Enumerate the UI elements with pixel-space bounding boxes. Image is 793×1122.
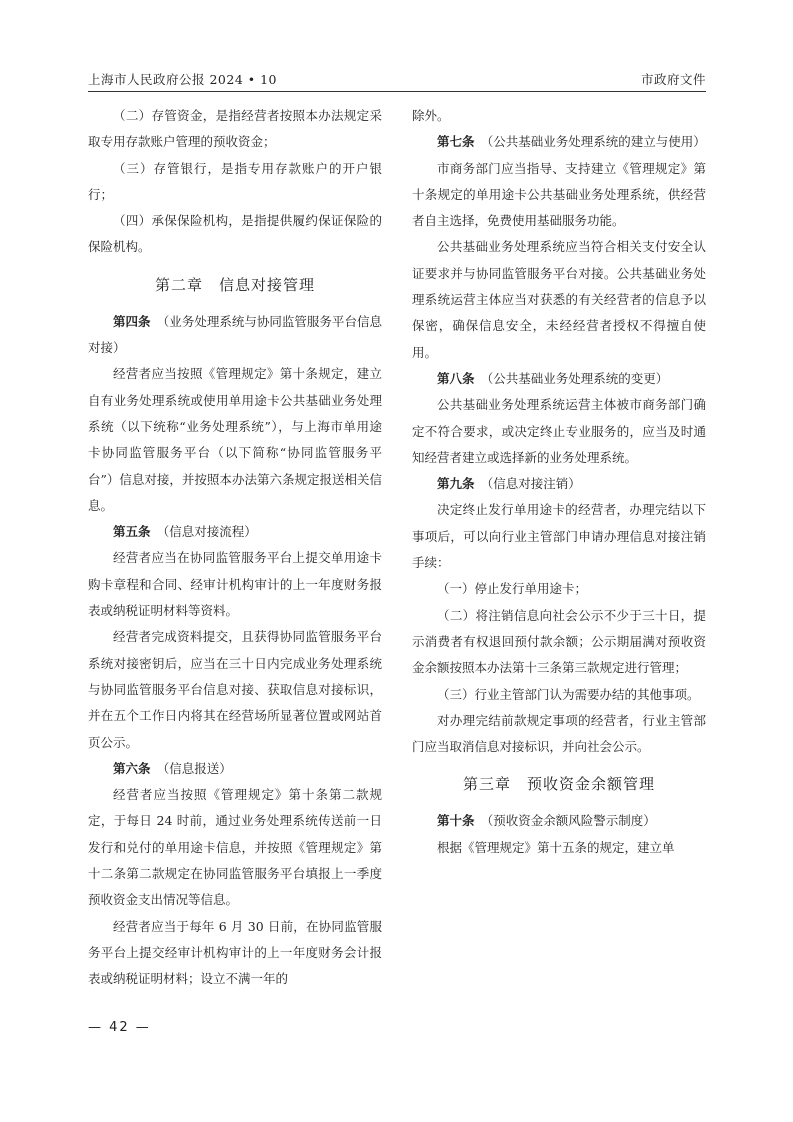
article-label: 第五条	[113, 524, 151, 540]
article-title: （信息报送）	[163, 760, 232, 776]
article-title: （业务处理系统与协同监管服务平台信息对接）	[88, 313, 382, 356]
paragraph: 经营者应当于每年 6 月 30 日前，在协同监管服务平台上提交经审计机构审计的上一年度财务会计报表或纳税证明材料；设立不满一年的	[88, 918, 382, 987]
article-title: （信息对接注销）	[487, 476, 581, 492]
paragraph: 对办理完结前款规定事项的经营者，行业主管部门应当取消信息对接标识，并向社会公示。	[412, 712, 706, 755]
page-number: — 42 —	[88, 1020, 151, 1035]
paragraph: 除外。	[412, 108, 450, 123]
article-title: （预收资金余额风险警示制度）	[487, 813, 656, 829]
right-column	[412, 103, 706, 861]
article-heading	[88, 309, 382, 362]
article-title: （公共基础业务处理系统的变更）	[487, 370, 669, 386]
article-heading	[412, 808, 706, 834]
paragraph: （一）停止发行单用途卡；	[437, 581, 588, 597]
article-label: 第八条	[437, 370, 475, 386]
paragraph: 经营者应当按照《管理规定》第十条规定，建立自有业务处理系统或使用单用途卡公共基础业务处理系统（以下统称“业务处理系统”），与上海市单用途卡协同监管服务平台（以下简称“协同监管服务平台”）信息对接，并按照本办法第六条规定报送相关信息。	[88, 366, 382, 513]
left-column	[88, 103, 382, 993]
paragraph: 市商务部门应当指导、支持建立《管理规定》第十条规定的单用途卡公共基础业务处理系统，供经营者自主选择，免费使用基础服务功能。	[412, 160, 706, 229]
article-heading	[412, 471, 706, 497]
article-heading	[88, 519, 382, 545]
paragraph: 经营者完成资料提交，且获得协同监管服务平台系统对接密钥后，应当在三十日内完成业务处理系统与协同监管服务平台信息对接、获取信息对接标识，并在五个工作日内将其在经营场所显著位置或网站首页公示。	[88, 629, 382, 750]
paragraph: 根据《管理规定》第十五条的规定，建立单	[437, 839, 675, 855]
article-heading	[412, 366, 706, 392]
article-label: 第九条	[437, 476, 475, 492]
article-title: （信息对接流程）	[163, 524, 257, 540]
chapter-heading: 第二章 信息对接管理	[154, 275, 315, 294]
article-label: 第十条	[437, 813, 475, 829]
publication-title: 上海市人民政府公报 2024 • 10	[88, 72, 278, 87]
article-heading	[88, 756, 382, 782]
paragraph: （四）承保保险机构，是指提供履约保证保险的保险机构。	[88, 213, 382, 255]
paragraph: 经营者应当在协同监管服务平台上提交单用途卡购卡章程和合同、经审计机构审计的上一年度财务报表或纳税证明材料等资料。	[88, 550, 382, 619]
paragraph: 决定终止发行单用途卡的经营者，办理完结以下事项后，可以向行业主管部门申请办理信息对接注销手续：	[412, 502, 706, 571]
page-header	[88, 68, 706, 90]
paragraph: （二）将注销信息向社会公示不少于三十日，提示消费者有权退回预付款余额；公示期届满对预收资金余额按照本办法第十三条第三款规定进行管理；	[412, 607, 706, 676]
paragraph: （二）存管资金，是指经营者按照本办法规定采取专用存款账户管理的预收资金；	[88, 108, 382, 150]
paragraph: 公共基础业务处理系统应当符合相关支付安全认证要求并与协同监管服务平台对接。公共基础业务处理系统运营主体应当对获悉的有关经营者的信息予以保密，确保信息安全，未经经营者授权不得擅自使用。	[412, 239, 706, 360]
article-heading	[412, 129, 706, 155]
paragraph: 公共基础业务处理系统运营主体被市商务部门确定不符合要求，或决定终止专业服务的，应当及时通知经营者建立或选择新的业务处理系统。	[412, 397, 706, 465]
paragraph: （三）存管银行，是指专用存款账户的开户银行；	[88, 160, 382, 202]
article-title: （公共基础业务处理系统的建立与使用）	[487, 134, 706, 150]
article-label: 第四条	[113, 313, 151, 329]
article-label: 第六条	[113, 760, 151, 776]
header-rule	[88, 91, 706, 92]
section-title: 市政府文件	[640, 72, 706, 87]
paragraph: （三）行业主管部门认为需要办结的其他事项。	[437, 686, 700, 702]
paragraph: 经营者应当按照《管理规定》第十条第二款规定，于每日 24 时前，通过业务处理系统传送前一日发行和兑付的单用途卡信息，并按照《管理规定》第十二条第二款规定在协同监管服务平台填报上一季度预收资金支出情况等信息。	[88, 787, 382, 908]
article-label: 第七条	[437, 134, 475, 150]
chapter-heading: 第三章 预收资金余额管理	[462, 775, 655, 794]
